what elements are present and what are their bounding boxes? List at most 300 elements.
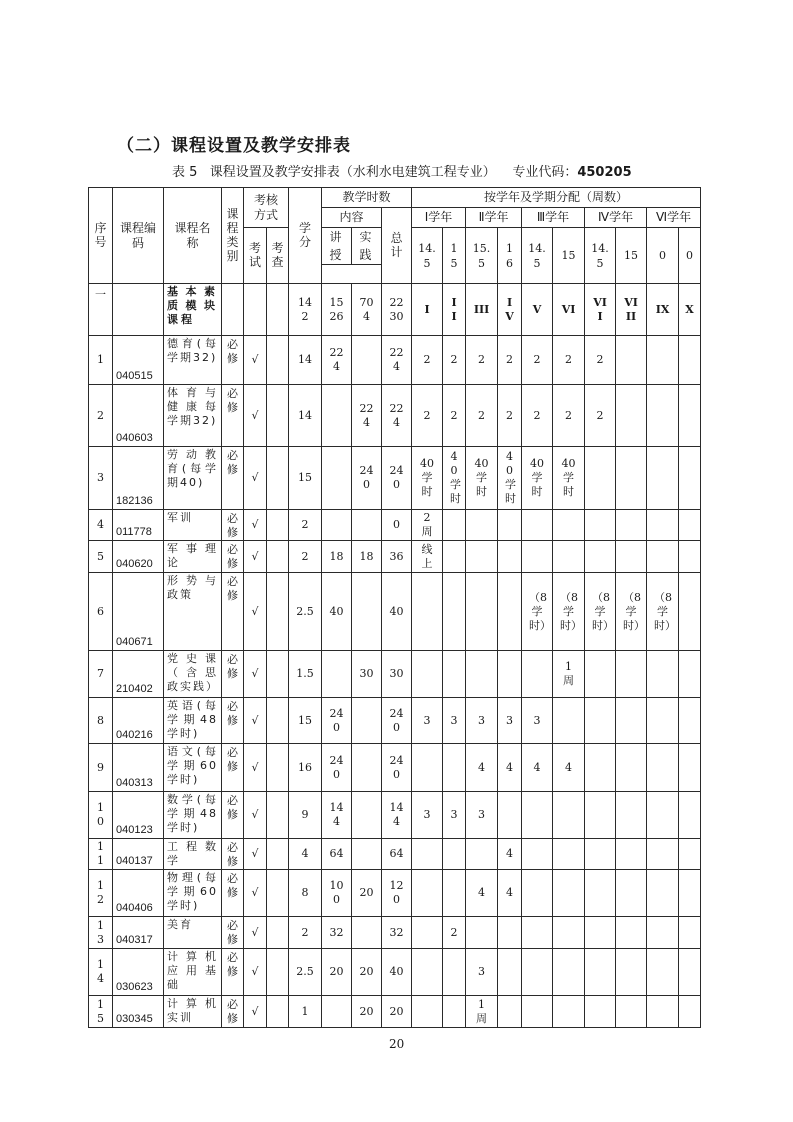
semester-weeks [647, 949, 679, 996]
table-caption [172, 161, 632, 180]
total-hours: 36 [382, 541, 412, 573]
semester-weeks: 4 [498, 870, 522, 917]
header-course-code: 课程编码 [113, 188, 164, 284]
practice-hours: 20 [352, 870, 382, 917]
total-hours: 144 [382, 792, 412, 839]
semester-weeks [616, 949, 647, 996]
row-seq: 7 [89, 651, 113, 698]
semester-weeks: 2 [412, 336, 443, 385]
credits: 16 [289, 744, 322, 792]
semester-weeks [679, 996, 701, 1028]
semester-weeks: 2 [443, 917, 466, 949]
course-code: 040216 [113, 698, 164, 744]
total-hours: 20 [382, 996, 412, 1028]
exam-mark: √ [244, 698, 267, 744]
semester-weeks [585, 541, 616, 573]
semester-weeks: 2 [443, 385, 466, 447]
practice-hours [352, 792, 382, 839]
credits: 2 [289, 541, 322, 573]
semester-label: VII [585, 284, 616, 336]
credits: 2.5 [289, 573, 322, 651]
semester-weeks [616, 792, 647, 839]
semester-weeks [498, 573, 522, 651]
header-distribution: 按学年及学期分配（周数） [412, 188, 701, 208]
semester-weeks: 2 [585, 336, 616, 385]
course-type: 必修 [222, 541, 244, 573]
semester-label: VIII [616, 284, 647, 336]
course-name: 军事理论 [164, 541, 222, 573]
semester-weeks: 3 [412, 792, 443, 839]
exam-mark: √ [244, 336, 267, 385]
course-name: 形势与政策 [164, 573, 222, 651]
semester-weeks [616, 870, 647, 917]
total-hours: 240 [382, 447, 412, 510]
semester-label: V [522, 284, 553, 336]
total-hours: 40 [382, 949, 412, 996]
semester-weeks: （8学时） [585, 573, 616, 651]
course-code: 040671 [113, 573, 164, 651]
semester-weeks [679, 744, 701, 792]
exam-mark: √ [244, 385, 267, 447]
course-row [89, 839, 701, 870]
header-week: 15 [616, 228, 647, 284]
course-code: 040123 [113, 792, 164, 839]
semester-weeks [412, 651, 443, 698]
semester-weeks [522, 651, 553, 698]
course-code: 040317 [113, 917, 164, 949]
row-seq: 2 [89, 385, 113, 447]
course-name: 数学(每学期48学时) [164, 792, 222, 839]
module-lecture: 1526 [322, 284, 352, 336]
check-mark [267, 510, 289, 541]
credits: 2 [289, 510, 322, 541]
course-type: 必修 [222, 996, 244, 1028]
row-seq: 11 [89, 839, 113, 870]
semester-weeks: 40学时 [412, 447, 443, 510]
lecture-hours [322, 651, 352, 698]
semester-weeks [498, 917, 522, 949]
credits: 2.5 [289, 949, 322, 996]
course-type: 必修 [222, 698, 244, 744]
total-hours: 224 [382, 385, 412, 447]
semester-weeks [616, 385, 647, 447]
course-row [89, 385, 701, 447]
semester-weeks [679, 651, 701, 698]
semester-weeks [522, 917, 553, 949]
semester-weeks [498, 541, 522, 573]
lecture-hours: 100 [322, 870, 352, 917]
course-name: 物理(每学期60学时) [164, 870, 222, 917]
check-mark [267, 917, 289, 949]
module-name: 基本素质模块课程 [164, 284, 222, 336]
module-exam [244, 284, 267, 336]
header-week: 0 [647, 228, 679, 284]
semester-weeks [443, 870, 466, 917]
semester-weeks: 2 [553, 336, 585, 385]
check-mark [267, 541, 289, 573]
header-week: 15 [553, 228, 585, 284]
semester-weeks [498, 996, 522, 1028]
course-code: 030345 [113, 996, 164, 1028]
semester-weeks: （8学时） [616, 573, 647, 651]
semester-weeks [679, 541, 701, 573]
semester-weeks: 2 [412, 385, 443, 447]
semester-weeks [616, 698, 647, 744]
row-seq: 10 [89, 792, 113, 839]
semester-weeks [443, 839, 466, 870]
semester-weeks: 2 [522, 385, 553, 447]
course-row [89, 541, 701, 573]
lecture-hours [322, 996, 352, 1028]
semester-weeks [679, 573, 701, 651]
course-type: 必修 [222, 447, 244, 510]
semester-weeks [647, 744, 679, 792]
total-hours: 240 [382, 698, 412, 744]
semester-weeks [679, 949, 701, 996]
credits: 4 [289, 839, 322, 870]
semester-weeks [498, 792, 522, 839]
total-hours: 120 [382, 870, 412, 917]
exam-mark: √ [244, 792, 267, 839]
course-code: 040313 [113, 744, 164, 792]
semester-weeks: 4 [466, 744, 498, 792]
course-row [89, 573, 701, 651]
semester-weeks [443, 996, 466, 1028]
course-type: 必修 [222, 917, 244, 949]
module-code [113, 284, 164, 336]
semester-weeks: 1周 [466, 996, 498, 1028]
course-type: 必修 [222, 651, 244, 698]
semester-weeks [679, 447, 701, 510]
semester-weeks [466, 839, 498, 870]
check-mark [267, 698, 289, 744]
row-seq: 4 [89, 510, 113, 541]
course-type: 必修 [222, 949, 244, 996]
credits: 2 [289, 917, 322, 949]
semester-weeks [679, 385, 701, 447]
semester-weeks [616, 447, 647, 510]
course-row [89, 996, 701, 1028]
header-check: 考查 [267, 228, 289, 284]
semester-weeks: 4 [466, 870, 498, 917]
practice-hours [352, 839, 382, 870]
course-name: 计算机实训 [164, 996, 222, 1028]
exam-mark: √ [244, 447, 267, 510]
semester-weeks [585, 510, 616, 541]
semester-weeks [585, 792, 616, 839]
check-mark [267, 447, 289, 510]
semester-weeks: 4 [522, 744, 553, 792]
semester-weeks: 3 [522, 698, 553, 744]
semester-label: X [679, 284, 701, 336]
semester-weeks [443, 510, 466, 541]
total-hours: 0 [382, 510, 412, 541]
semester-weeks [412, 917, 443, 949]
semester-weeks [412, 573, 443, 651]
semester-weeks [522, 839, 553, 870]
header-week: 15 [443, 228, 466, 284]
semester-label: I [412, 284, 443, 336]
lecture-hours [322, 510, 352, 541]
total-hours: 240 [382, 744, 412, 792]
course-name: 美育 [164, 917, 222, 949]
semester-weeks [585, 651, 616, 698]
lecture-hours: 32 [322, 917, 352, 949]
semester-label: IX [647, 284, 679, 336]
lecture-hours: 224 [322, 336, 352, 385]
exam-mark: √ [244, 573, 267, 651]
module-seq: 一 [89, 284, 113, 336]
course-code: 210402 [113, 651, 164, 698]
semester-weeks: 2 [466, 385, 498, 447]
credits: 1 [289, 996, 322, 1028]
semester-weeks [553, 510, 585, 541]
semester-weeks: 2 [553, 385, 585, 447]
practice-hours [352, 336, 382, 385]
lecture-hours: 240 [322, 744, 352, 792]
semester-weeks: 40学时 [443, 447, 466, 510]
semester-weeks [412, 949, 443, 996]
semester-weeks [616, 917, 647, 949]
header-total: 总计 [382, 208, 412, 284]
check-mark [267, 949, 289, 996]
credits: 1.5 [289, 651, 322, 698]
course-code: 030623 [113, 949, 164, 996]
course-row [89, 949, 701, 996]
semester-weeks [553, 917, 585, 949]
practice-hours [352, 510, 382, 541]
semester-weeks: 3 [412, 698, 443, 744]
semester-weeks [443, 949, 466, 996]
course-type: 必修 [222, 744, 244, 792]
course-name: 体育与健康每学期32) [164, 385, 222, 447]
course-code: 040620 [113, 541, 164, 573]
header-lecture: 讲授 [322, 228, 352, 265]
semester-weeks [522, 510, 553, 541]
course-name: 劳动教育(每学期40) [164, 447, 222, 510]
caption-label: 表 5 课程设置及教学安排表（水利水电建筑工程专业） 专业代码： [172, 165, 578, 180]
course-type: 必修 [222, 573, 244, 651]
semester-weeks [412, 744, 443, 792]
header-seq: 序号 [89, 188, 113, 284]
course-code: 040515 [113, 336, 164, 385]
semester-weeks [553, 792, 585, 839]
course-type: 必修 [222, 385, 244, 447]
semester-weeks [585, 917, 616, 949]
semester-weeks [466, 917, 498, 949]
course-name: 军训 [164, 510, 222, 541]
semester-weeks: 4 [498, 744, 522, 792]
lecture-hours: 18 [322, 541, 352, 573]
total-hours: 32 [382, 917, 412, 949]
header-week: 0 [679, 228, 701, 284]
semester-weeks [585, 839, 616, 870]
semester-weeks: 线上 [412, 541, 443, 573]
semester-weeks: 2 [443, 336, 466, 385]
course-code: 011778 [113, 510, 164, 541]
exam-mark: √ [244, 510, 267, 541]
course-row [89, 870, 701, 917]
exam-mark: √ [244, 541, 267, 573]
course-name: 英语(每学期48学时) [164, 698, 222, 744]
check-mark [267, 744, 289, 792]
credits: 15 [289, 447, 322, 510]
semester-weeks [647, 385, 679, 447]
semester-weeks [443, 744, 466, 792]
semester-weeks: 4 [553, 744, 585, 792]
semester-weeks [647, 447, 679, 510]
course-type: 必修 [222, 792, 244, 839]
header-credits: 学分 [289, 188, 322, 284]
semester-weeks: 3 [466, 698, 498, 744]
semester-weeks: 2 [466, 336, 498, 385]
semester-weeks: 1周 [553, 651, 585, 698]
semester-weeks [466, 510, 498, 541]
semester-weeks [466, 651, 498, 698]
semester-label: II [443, 284, 466, 336]
semester-weeks [522, 541, 553, 573]
total-hours: 40 [382, 573, 412, 651]
page-number: 20 [389, 1037, 405, 1051]
lecture-hours [322, 447, 352, 510]
semester-weeks: 40学时 [522, 447, 553, 510]
semester-weeks [466, 541, 498, 573]
semester-weeks [616, 839, 647, 870]
course-name: 语文(每学期60学时) [164, 744, 222, 792]
header-week: 14.5 [585, 228, 616, 284]
header-exam: 考试 [244, 228, 267, 284]
semester-weeks: 4 [498, 839, 522, 870]
semester-weeks [647, 698, 679, 744]
header-year-6: Ⅵ学年 [647, 208, 701, 228]
semester-weeks [616, 510, 647, 541]
semester-weeks: 3 [498, 698, 522, 744]
semester-weeks [443, 651, 466, 698]
practice-hours: 30 [352, 651, 382, 698]
semester-weeks [616, 744, 647, 792]
semester-weeks [443, 541, 466, 573]
header-content: 内容 [322, 208, 382, 228]
course-type: 必修 [222, 870, 244, 917]
header-assessment: 考核方式 [244, 188, 289, 228]
total-hours: 224 [382, 336, 412, 385]
semester-weeks: 40学时 [553, 447, 585, 510]
semester-weeks [647, 510, 679, 541]
practice-hours [352, 573, 382, 651]
semester-weeks [522, 870, 553, 917]
header-year-1: Ⅰ学年 [412, 208, 466, 228]
semester-weeks: 3 [443, 698, 466, 744]
course-row [89, 792, 701, 839]
check-mark [267, 839, 289, 870]
practice-hours: 240 [352, 447, 382, 510]
semester-weeks: 3 [466, 949, 498, 996]
semester-weeks: 3 [466, 792, 498, 839]
row-seq: 8 [89, 698, 113, 744]
check-mark [267, 651, 289, 698]
semester-weeks [679, 870, 701, 917]
semester-weeks [647, 917, 679, 949]
practice-hours [352, 744, 382, 792]
semester-weeks: 2周 [412, 510, 443, 541]
practice-hours [352, 698, 382, 744]
semester-weeks [522, 996, 553, 1028]
semester-weeks: 2 [498, 385, 522, 447]
semester-weeks [553, 949, 585, 996]
row-seq: 3 [89, 447, 113, 510]
total-hours: 30 [382, 651, 412, 698]
semester-weeks [553, 870, 585, 917]
header-teaching-hours: 教学时数 [322, 188, 412, 208]
check-mark [267, 573, 289, 651]
semester-weeks [679, 917, 701, 949]
practice-hours [352, 917, 382, 949]
semester-weeks [585, 949, 616, 996]
total-hours: 64 [382, 839, 412, 870]
row-seq: 1 [89, 336, 113, 385]
course-name: 工程数学 [164, 839, 222, 870]
semester-weeks [647, 839, 679, 870]
exam-mark: √ [244, 744, 267, 792]
lecture-hours: 64 [322, 839, 352, 870]
credits: 9 [289, 792, 322, 839]
semester-weeks: 2 [498, 336, 522, 385]
semester-weeks [647, 541, 679, 573]
exam-mark: √ [244, 949, 267, 996]
semester-weeks [679, 336, 701, 385]
credits: 14 [289, 385, 322, 447]
row-seq: 5 [89, 541, 113, 573]
row-seq: 12 [89, 870, 113, 917]
semester-weeks [412, 996, 443, 1028]
module-total: 2230 [382, 284, 412, 336]
semester-weeks [498, 949, 522, 996]
semester-weeks [553, 698, 585, 744]
header-week: 14.5 [412, 228, 443, 284]
lecture-hours: 240 [322, 698, 352, 744]
semester-weeks [412, 870, 443, 917]
course-code: 040406 [113, 870, 164, 917]
exam-mark: √ [244, 996, 267, 1028]
header-practice: 实践 [352, 228, 382, 265]
check-mark [267, 336, 289, 385]
course-type: 必修 [222, 839, 244, 870]
semester-weeks [647, 870, 679, 917]
course-row [89, 651, 701, 698]
row-seq: 15 [89, 996, 113, 1028]
semester-weeks [679, 698, 701, 744]
semester-weeks [522, 792, 553, 839]
row-seq: 6 [89, 573, 113, 651]
course-name: 计算机应用基础 [164, 949, 222, 996]
module-credits: 142 [289, 284, 322, 336]
semester-weeks [616, 996, 647, 1028]
exam-mark: √ [244, 839, 267, 870]
semester-weeks [553, 541, 585, 573]
module-practice: 704 [352, 284, 382, 336]
header-week: 14.5 [522, 228, 553, 284]
course-row [89, 917, 701, 949]
semester-weeks [498, 510, 522, 541]
semester-label: VI [553, 284, 585, 336]
credits: 14 [289, 336, 322, 385]
module-row [89, 284, 701, 336]
semester-weeks [466, 573, 498, 651]
header-year-2: Ⅱ学年 [466, 208, 522, 228]
row-seq: 9 [89, 744, 113, 792]
lecture-hours: 20 [322, 949, 352, 996]
semester-weeks [616, 541, 647, 573]
